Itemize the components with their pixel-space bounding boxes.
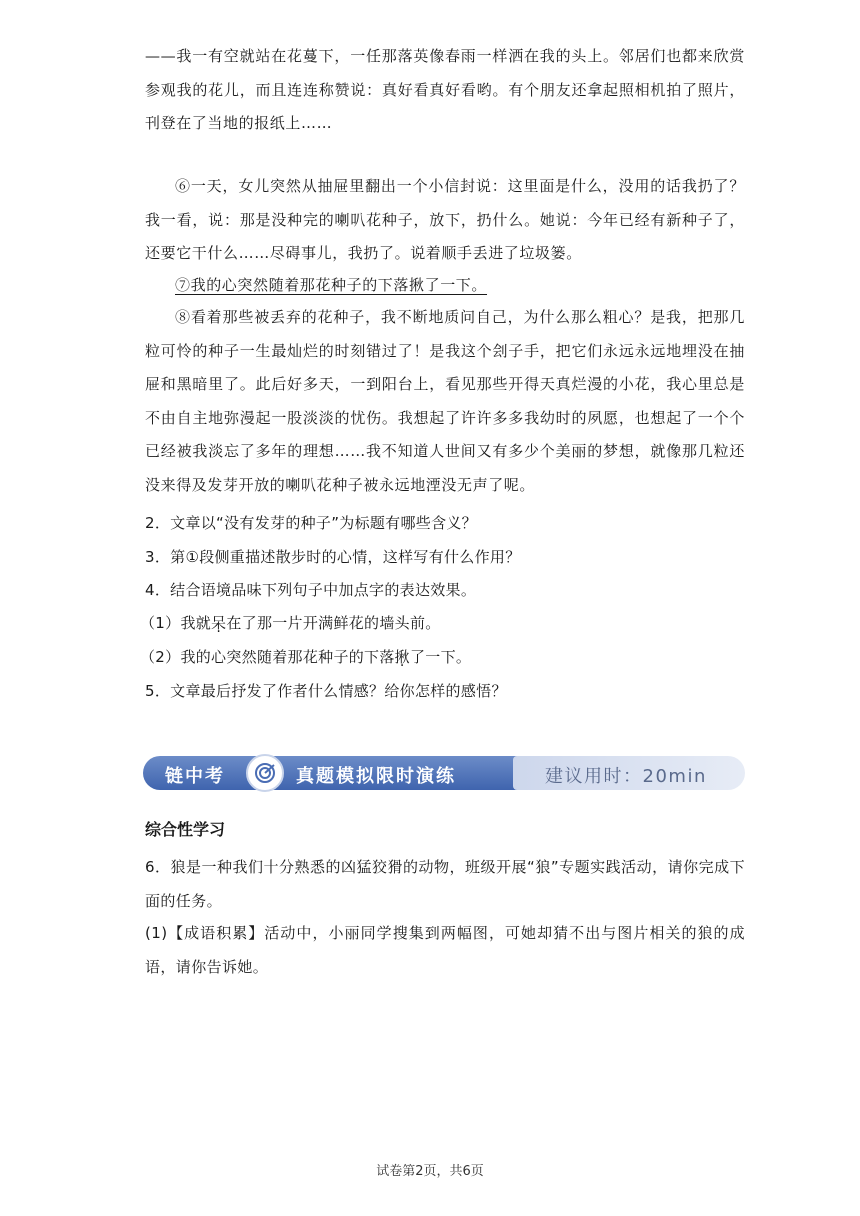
banner-title: 真题模拟限时演练: [296, 766, 456, 787]
dotted-char: 呆: [211, 614, 227, 632]
section-banner: [143, 754, 745, 792]
paragraph-6: ⑥一天，女儿突然从抽屉里翻出一个小信封说：这里面是什么，没用的话我扔了？我一看，说：那是没种完的喇叭花种子，放下，扔什么。她说：今年已经有新种子了，还要它干什么……尽碍事儿，我扔了。说着顺手丢进了垃圾篓。: [145, 177, 745, 262]
question-4: 4．结合语境品味下列句子中加点字的表达效果。: [145, 581, 477, 599]
question-3: 3．第①段侧重描述散步时的心情，这样写有什么作用？: [145, 548, 521, 566]
paragraph-5-end: ——我一有空就站在花蔓下，一任那落英像春雨一样洒在我的头上。邻居们也都来欣赏参观我的花儿，而且连连称赞说：真好看真好看哟。有个朋友还拿起照相机拍了照片，刊登在了当地的报纸上……: [145, 47, 745, 132]
section-heading: 综合性学习: [145, 820, 226, 839]
question-6: 6．狼是一种我们十分熟悉的凶猛狡猾的动物，班级开展“狼”专题实践活动，请你完成下面的任务。: [145, 858, 745, 910]
question-4-1: （1）我就呆在了那一片开满鲜花的墙头前。: [140, 614, 441, 632]
target-icon: [246, 754, 284, 792]
banner-time: 建议用时：20min: [545, 766, 707, 787]
paragraph-8: ⑧看着那些被丢弃的花种子，我不断地质问自己，为什么那么粗心？是我，把那几粒可怜的种子一生最灿烂的时刻错过了！是我这个刽子手，把它们永远永远地埋没在抽屉和黑暗里了。此后好多天，一到阳台上，看见那些开得天真烂漫的小花，我心里总是不由自主地弥漫起一股淡淡的忧伤。我想起了许许多多我幼时的夙愿，也想起了一个个已经被我淡忘了多年的理想……我不知道人世间又有多少个美丽的梦想，就像那几粒还没来得及发芽开放的喇叭花种子被永远地湮没无声了呢。: [145, 308, 745, 494]
question-4-2: （2）我的心突然随着那花种子的下落揪了一下。: [140, 648, 472, 666]
passage-paragraph-8: [145, 301, 745, 502]
banner-label: 链中考: [165, 766, 225, 787]
question-5: 5．文章最后抒发了作者什么情感？给你怎样的感悟？: [145, 682, 507, 700]
paragraph-7-underlined: ⑦我的心突然随着那花种子的下落揪了一下。: [175, 276, 488, 294]
question-2: 2．文章以“没有发芽的种子”为标题有哪些含义？: [145, 514, 477, 532]
dotted-char: 揪: [394, 648, 410, 666]
passage-continuation: [145, 40, 745, 141]
passage-paragraph-7: [145, 269, 745, 303]
question-6-1: (1)【成语积累】活动中，小丽同学搜集到两幅图，可她却猜不出与图片相关的狼的成语，请你告诉她。: [145, 924, 745, 976]
page-footer: 试卷第2页，共6页: [376, 1164, 484, 1179]
passage-paragraph-6: [145, 170, 745, 271]
